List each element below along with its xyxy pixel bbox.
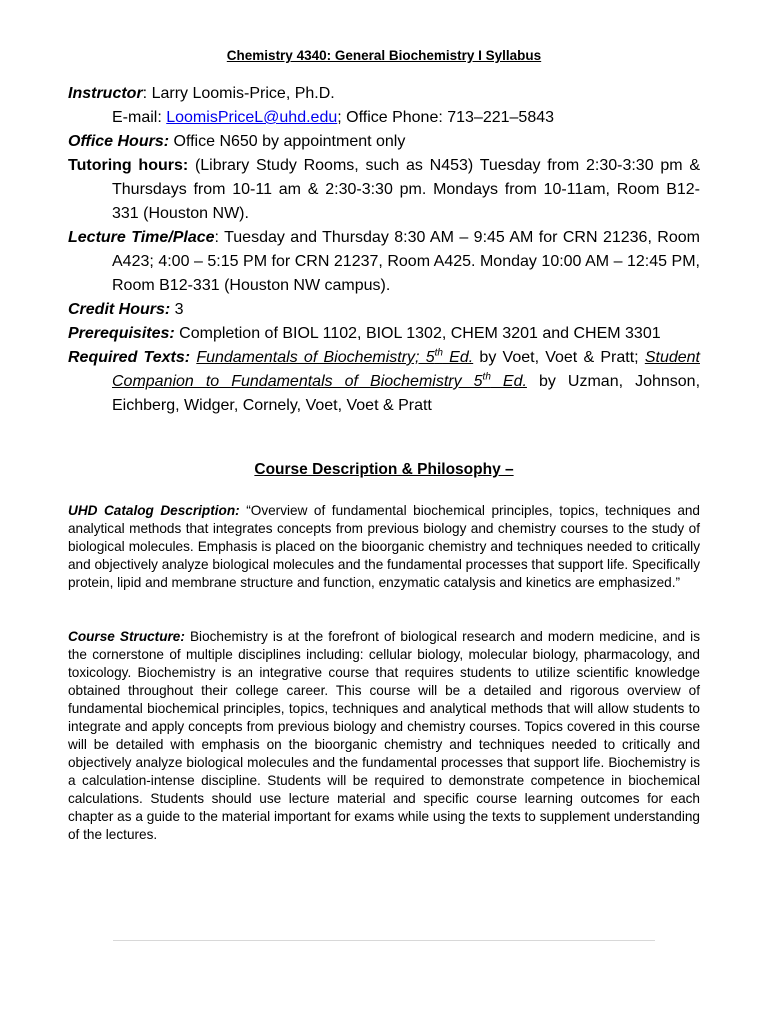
lecture-row [68, 226, 700, 298]
contact-row [68, 106, 700, 130]
textbook-edition-sup: th [434, 347, 443, 359]
credit-hours-label: Credit Hours: [68, 301, 171, 318]
catalog-description-text: “Overview of fundamental biochemical principles, topics, techniques and analytical methods that integrates concepts from previous biology and chemistry courses to the study of biological molecules. Emphasis is placed on the bioorganic chemistry and techniques needed to critically and objectively analyze biological molecules and the fundamental processes that support life. Specifically protein, lipid and membrane structure and function, enzymatic catalysis and kinetics are emphasized.” [68, 503, 700, 590]
course-info-block [68, 82, 700, 418]
course-structure-paragraph [68, 628, 700, 844]
catalog-description-label: UHD Catalog Description: [68, 503, 240, 518]
instructor-label: Instructor [68, 85, 143, 102]
office-hours-value: Office N650 by appointment only [169, 133, 406, 150]
required-texts-label: Required Texts: [68, 349, 191, 366]
credit-hours-value: 3 [170, 301, 184, 318]
prerequisites-row [68, 322, 700, 346]
course-description-heading: Course Description & Philosophy – [254, 461, 514, 478]
companion-authors: by Uzman, Johnson, Eichberg, Widger, Cornely, Voet, Voet & Pratt [112, 373, 701, 414]
office-hours-row [68, 130, 700, 154]
document-title: Chemistry 4340: General Biochemistry I Syllabus [226, 48, 542, 63]
prerequisites-label: Prerequisites: [68, 325, 175, 342]
companion-edition-suffix: Ed. [490, 373, 527, 390]
textbook-edition-suffix: Ed. [442, 349, 474, 366]
page-divider [113, 940, 655, 941]
lecture-label: Lecture Time/Place [68, 229, 215, 246]
catalog-description-paragraph [68, 502, 700, 592]
textbook-authors: by Voet, Voet & Pratt; [473, 349, 639, 366]
office-phone: ; Office Phone: 713–221–5843 [337, 109, 555, 126]
tutoring-value: (Library Study Rooms, such as N453) Tuesday from 2:30-3:30 pm & Thursdays from 10-11 am & 2:30-3:30 pm. Mondays from 10-11am, Room B12-331 (Houston NW). [112, 157, 700, 222]
email-label: E-mail: [112, 109, 167, 126]
email-link[interactable]: LoomisPriceL@uhd.edu [166, 109, 338, 126]
credit-hours-row [68, 298, 700, 322]
companion-title-text: Student Companion to Fundamentals of Biochemistry 5 [112, 349, 700, 390]
tutoring-row [68, 154, 700, 226]
instructor-colon: : [142, 85, 148, 102]
textbook-title [196, 349, 473, 366]
course-structure-text: Biochemistry is at the forefront of biological research and modern medicine, and is the cornerstone of multiple disciplines including: cellular biology, molecular biology, pharmacology, and toxicology. Biochemistry is an integrative course that requires students to utilize scientific knowledge obtained throughout their college career. This course will be a detailed and rigorous overview of fundamental biochemical principles, topics, techniques and analytical methods that will allow students to integrate and apply concepts from previous biology and chemistry courses. Topics covered in this course will be detailed with emphasis on the bioorganic chemistry and techniques needed to critically and objectively analyze biological molecules and the fundamental processes that support life. Biochemistry is a calculation-intense discipline. Students will be required to demonstrate competence in biochemical calculations. Students should use lecture material and specific course learning outcomes for each chapter as a guide to the material important for exams while using the texts to supplement understanding of the lectures. [68, 629, 700, 842]
course-structure-label: Course Structure: [68, 629, 185, 644]
textbook-title-text: Fundamentals of Biochemistry; 5 [196, 349, 435, 366]
tutoring-label: Tutoring hours: [68, 157, 189, 174]
prerequisites-value: Completion of BIOL 1102, BIOL 1302, CHEM 3201 and CHEM 3301 [174, 325, 661, 342]
required-texts-row [68, 346, 700, 418]
companion-edition-sup: th [482, 371, 491, 383]
lecture-value: : Tuesday and Thursday 8:30 AM – 9:45 AM for CRN 21236, Room A423; 4:00 – 5:15 PM for CRN 21237, Room A425. Monday 10:00 AM – 12:45 PM, Room B12-331 (Houston NW campus). [112, 229, 700, 294]
office-hours-label: Office Hours: [68, 133, 170, 150]
instructor-value: Larry Loomis-Price, Ph.D. [147, 85, 335, 102]
instructor-row [68, 82, 700, 106]
